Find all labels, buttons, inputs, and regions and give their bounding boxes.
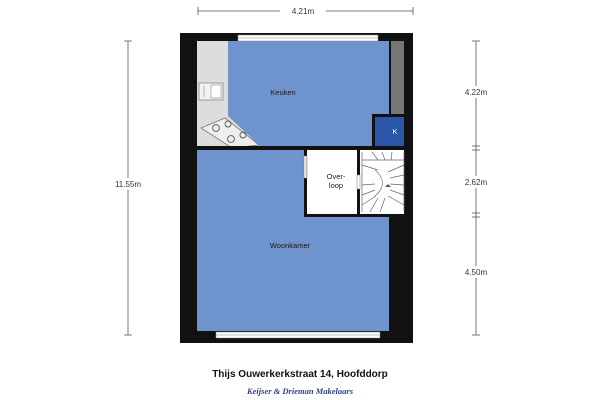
landing-wall-left-upper — [304, 146, 307, 156]
door-icon — [304, 156, 307, 178]
landing-wall-left-lower — [304, 178, 307, 217]
door-icon-stairs — [357, 175, 360, 189]
cupboard — [375, 117, 404, 147]
interior-wall-cupboard-side — [372, 114, 375, 150]
window-icon-rear — [216, 332, 380, 338]
service-shaft — [391, 41, 404, 116]
landing-label-line2: loop — [328, 181, 344, 190]
segment-label-living: 4.50m — [464, 268, 488, 277]
interior-wall-cupboard-top — [372, 114, 404, 117]
living-room-label: Woonkamer — [269, 241, 311, 250]
segment-dimensions — [458, 41, 494, 335]
agency-name: Keijser & Drieman Makelaars — [246, 386, 354, 396]
kitchen-counter — [197, 41, 228, 116]
landing-wall-top — [304, 146, 404, 150]
landing-label-line1: Over- — [326, 172, 346, 181]
segment-label-landing: 2.62m — [464, 178, 488, 187]
property-address: Thijs Ouwerkerkstraat 14, Hoofddorp — [212, 369, 388, 380]
width-dimension — [198, 5, 413, 16]
landing-wall-bottom — [304, 214, 404, 217]
window-icon — [238, 35, 378, 41]
kitchen-label: Keuken — [270, 88, 296, 97]
width-label: 4.21m — [291, 7, 315, 16]
interior-wall-kitchen — [197, 146, 304, 150]
cupboard-label: K — [392, 127, 398, 136]
sink-icon — [199, 83, 223, 100]
height-label: 11.55m — [114, 180, 142, 189]
segment-label-kitchen: 4.22m — [464, 88, 488, 97]
height-dimension — [108, 41, 148, 335]
